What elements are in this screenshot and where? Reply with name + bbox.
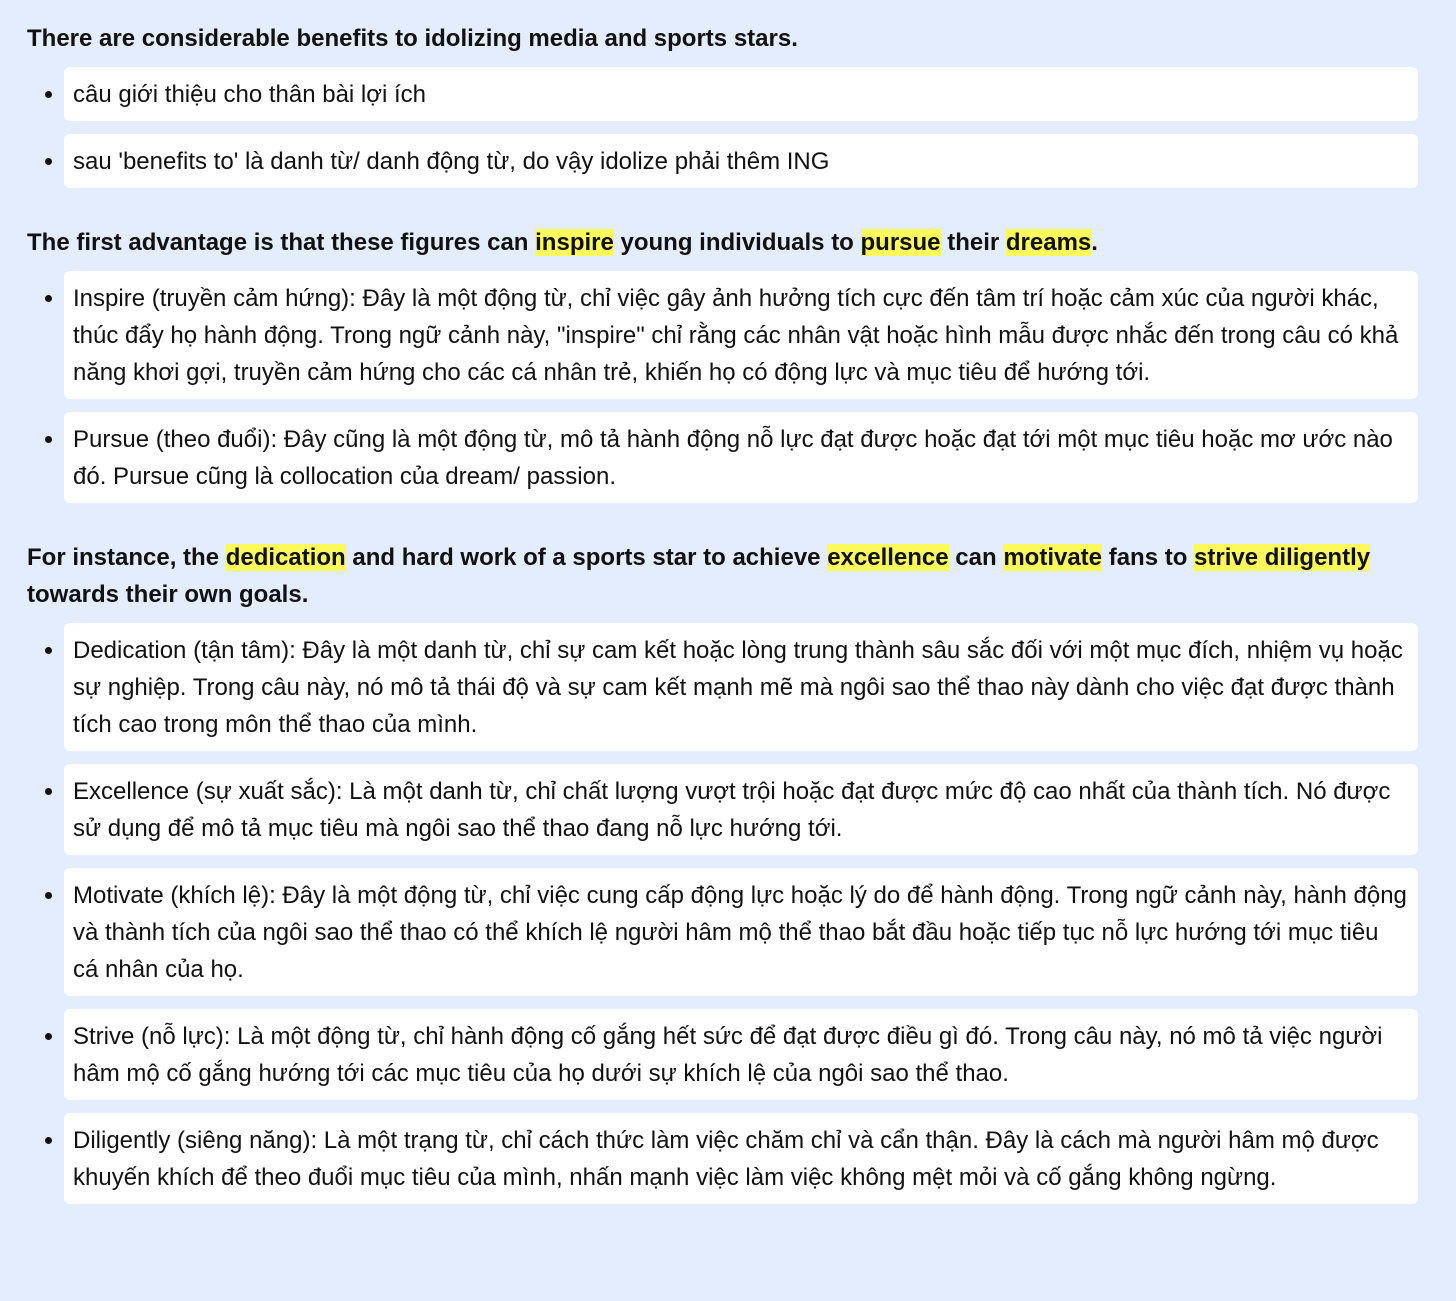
note-item: câu giới thiệu cho thân bài lợi ích [64, 67, 1418, 121]
sentence-text: For instance, the [27, 544, 226, 571]
section-intro [27, 20, 1418, 188]
sentence-text: young individuals to [613, 229, 861, 256]
sentence-text: fans to [1102, 544, 1195, 571]
note-item: Dedication (tận tâm): Đây là một danh từ, chỉ sự cam kết hoặc lòng trung thành sâu sắc đối với một mục đích, nhiệm vụ hoặc sự nghiệp. Trong câu này, nó mô tả thái độ và sự cam kết mạnh mẽ mà ngôi sao thể thao này dành cho việc đạt được thành tích cao trong môn thể thao của mình. [64, 623, 1418, 751]
highlighted-word: strive diligently [1194, 544, 1371, 571]
section-example [27, 539, 1418, 1204]
notes-list [27, 271, 1418, 503]
note-item: Strive (nỗ lực): Là một động từ, chỉ hành động cố gắng hết sức để đạt được điều gì đó. Trong câu này, nó mô tả việc người hâm mộ cố gắng hướng tới các mục tiêu của họ dưới sự khích lệ của ngôi sao thể thao. [64, 1009, 1418, 1100]
note-item: Pursue (theo đuổi): Đây cũng là một động từ, mô tả hành động nỗ lực đạt được hoặc đạt tới một mục tiêu hoặc mơ ước nào đó. Pursue cũng là collocation của dream/ passion. [64, 412, 1418, 503]
note-item: Motivate (khích lệ): Đây là một động từ, chỉ việc cung cấp động lực hoặc lý do để hành động. Trong ngữ cảnh này, hành động và thành tích của ngôi sao thể thao có thể khích lệ người hâm mộ thể thao bắt đầu hoặc tiếp tục nỗ lực hướng tới mục tiêu cá nhân của họ. [64, 868, 1418, 996]
note-item: sau 'benefits to' là danh từ/ danh động từ, do vậy idolize phải thêm ING [64, 134, 1418, 188]
note-item: Inspire (truyền cảm hứng): Đây là một động từ, chỉ việc gây ảnh hưởng tích cực đến tâm trí hoặc cảm xúc của người khác, thúc đẩy họ hành động. Trong ngữ cảnh này, "inspire" chỉ rằng các nhân vật hoặc hình mẫu được nhắc đến trong câu có khả năng khơi gợi, truyền cảm hứng cho các cá nhân trẻ, khiến họ có động lực và mục tiêu để hướng tới. [64, 271, 1418, 399]
highlighted-word: motivate [1003, 544, 1103, 571]
notes-list [27, 623, 1418, 1204]
sentence-text: . [1091, 229, 1098, 256]
note-item: Diligently (siêng năng): Là một trạng từ, chỉ cách thức làm việc chăm chỉ và cẩn thận. Đây là cách mà người hâm mộ được khuyến khích để theo đuổi mục tiêu của mình, nhấn mạnh việc làm việc không mệt mỏi và cố gắng không ngừng. [64, 1113, 1418, 1204]
highlighted-word: inspire [535, 229, 614, 256]
sentence-text: their [940, 229, 1006, 256]
highlighted-word: dreams [1005, 229, 1092, 256]
sentence [27, 224, 1418, 261]
sentence-text: can [948, 544, 1004, 571]
sentence-text: The first advantage is that these figures can [27, 229, 536, 256]
highlighted-word: dedication [225, 544, 346, 571]
notes-list [27, 67, 1418, 188]
sentence [27, 20, 1418, 57]
section-first-advantage [27, 224, 1418, 503]
note-item: Excellence (sự xuất sắc): Là một danh từ, chỉ chất lượng vượt trội hoặc đạt được mức độ cao nhất của thành tích. Nó được sử dụng để mô tả mục tiêu mà ngôi sao thể thao đang nỗ lực hướng tới. [64, 764, 1418, 855]
highlighted-word: excellence [827, 544, 949, 571]
sentence-text: towards their own goals. [27, 581, 309, 608]
sentence-text: There are considerable benefits to idolizing media and sports stars. [27, 25, 798, 52]
highlighted-word: pursue [860, 229, 941, 256]
sentence-text: and hard work of a sports star to achieve [345, 544, 828, 571]
sentence [27, 539, 1418, 613]
